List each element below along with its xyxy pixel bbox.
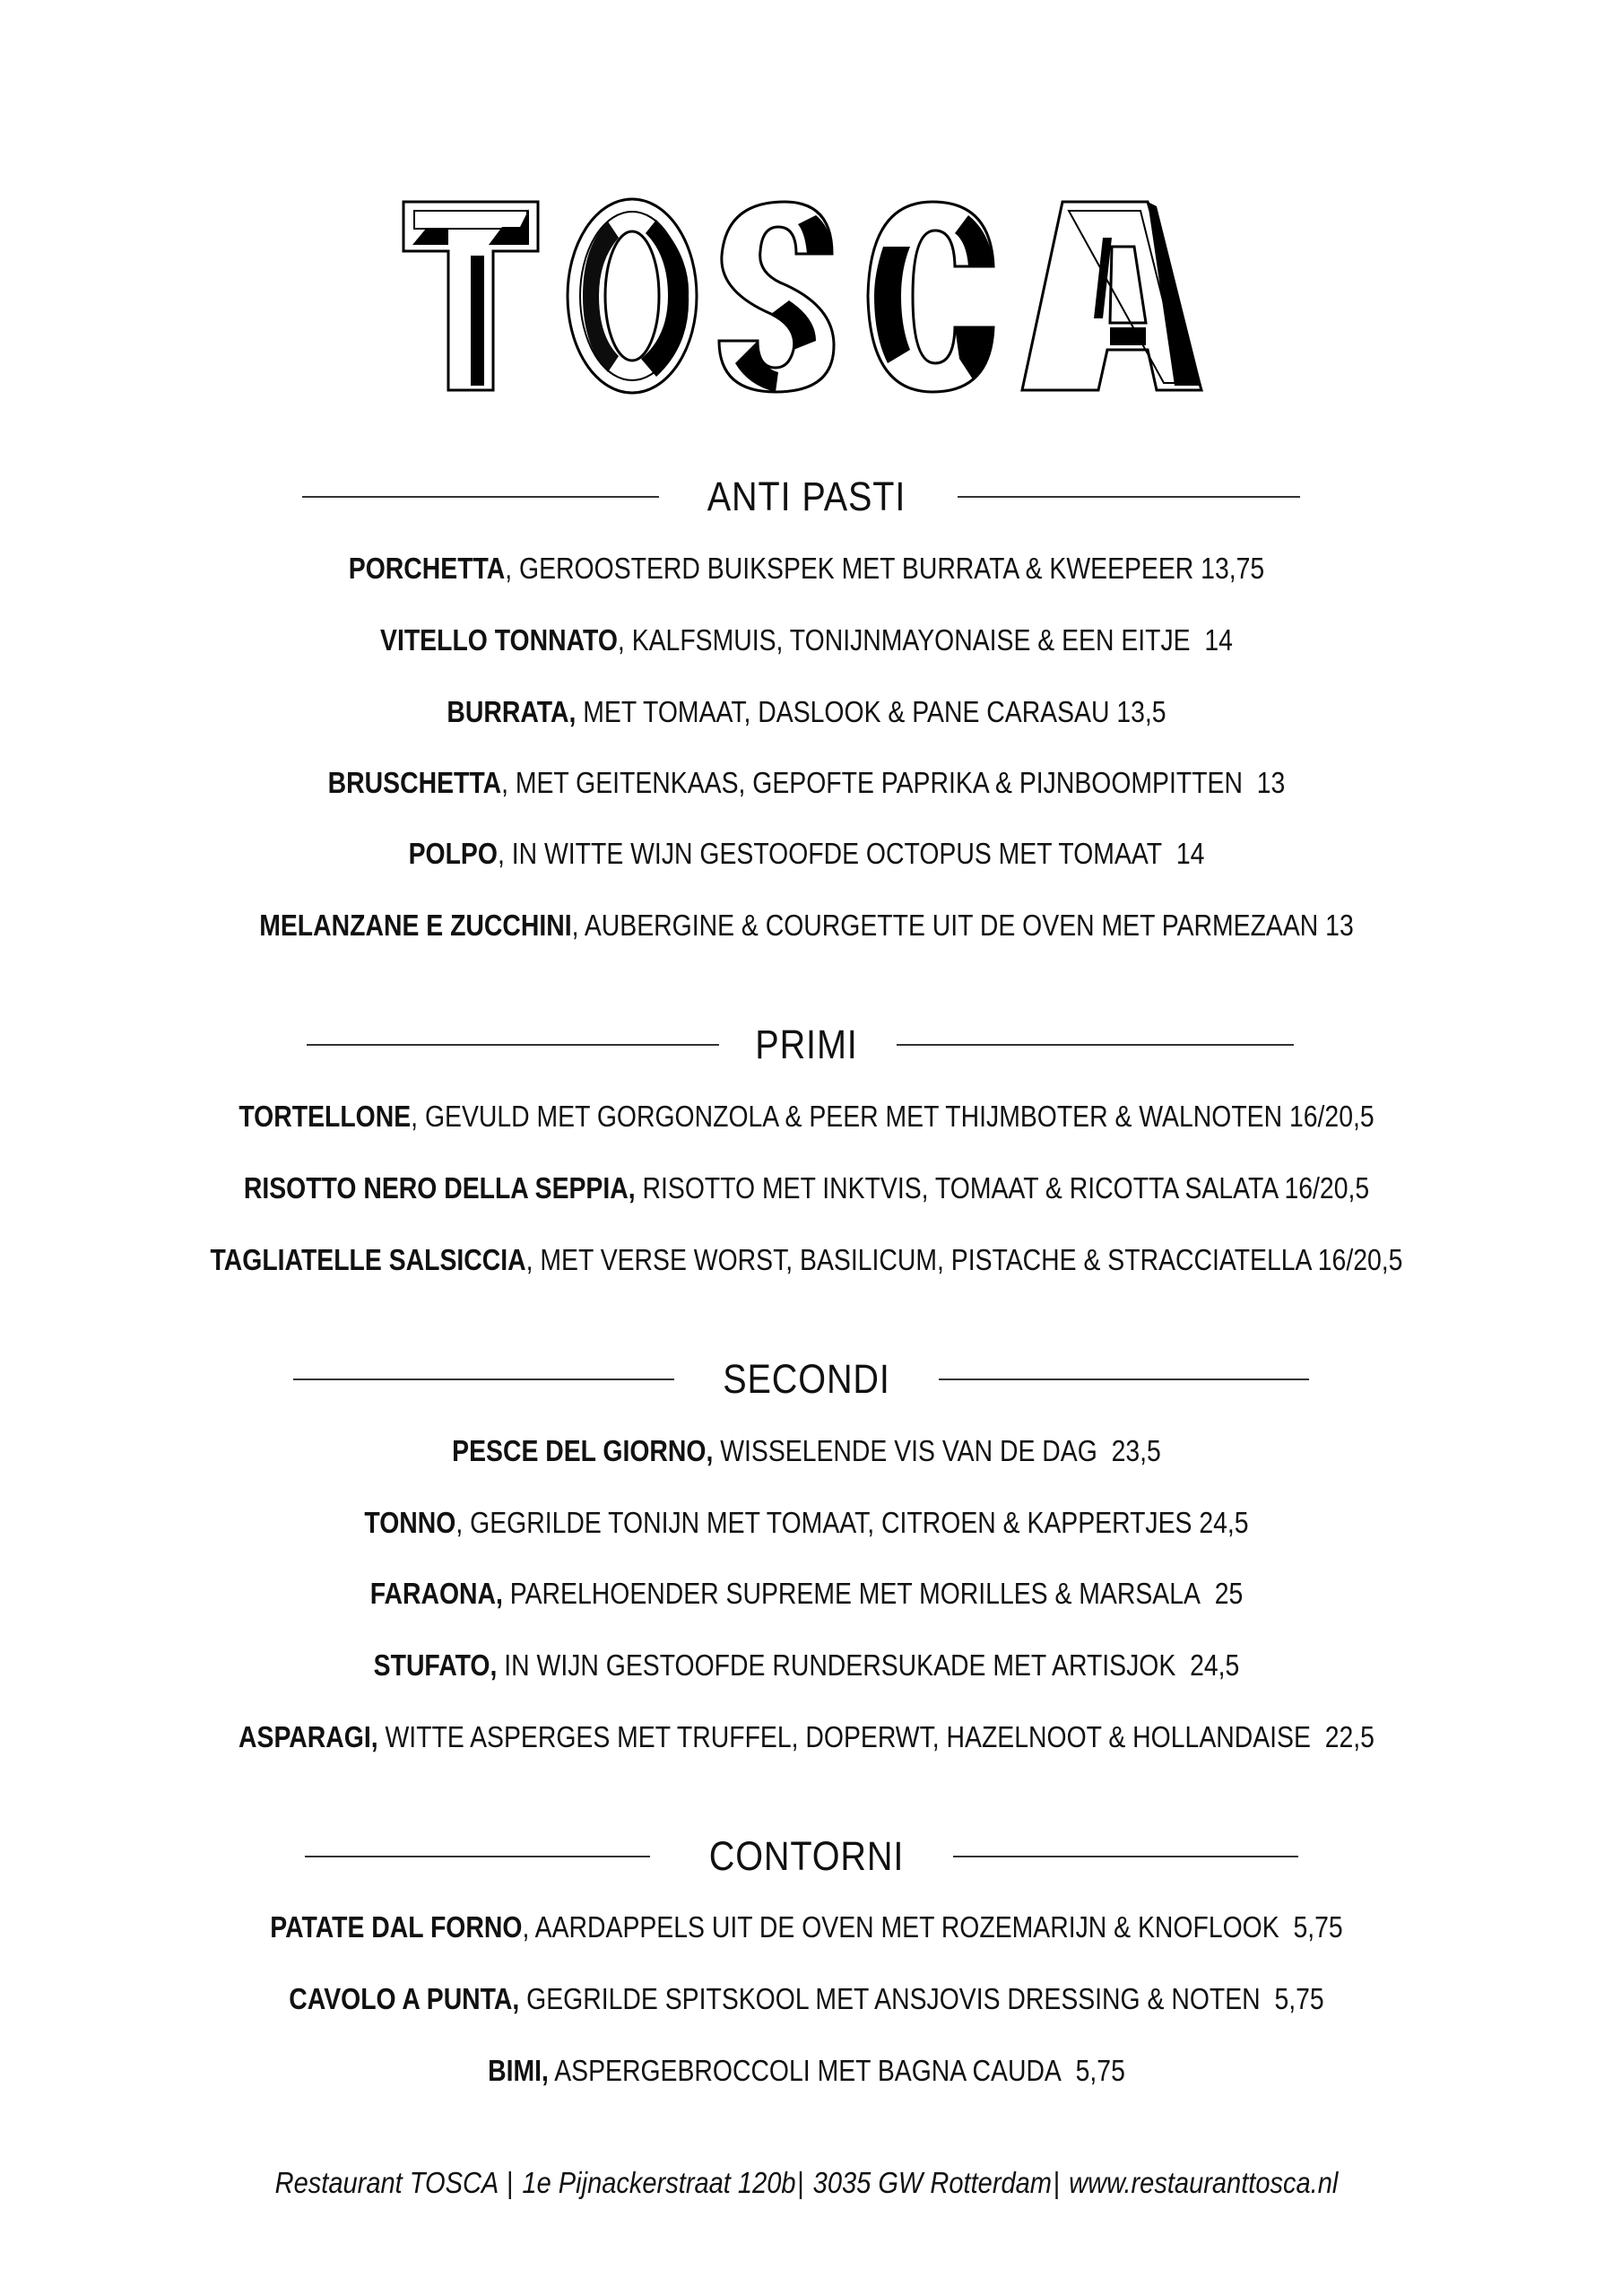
dish-price: 22,5 bbox=[1324, 1720, 1375, 1753]
footer-separator: | bbox=[507, 2166, 514, 2199]
menu-item: TORTELLONE, GEVULD MET GORGONZOLA & PEER MET THIJMBOTER & WALNOTEN 16/20,5 bbox=[238, 1100, 1375, 1133]
dish-price: 16/20,5 bbox=[1288, 1100, 1375, 1133]
dish-description: PARELHOENDER SUPREME MET MORILLES & MARSALA bbox=[502, 1577, 1201, 1610]
dish-name: BRUSCHETTA bbox=[327, 766, 502, 799]
dish-description: WISSELENDE VIS VAN DE DAG bbox=[713, 1434, 1097, 1467]
dish-description: MET GEITENKAAS, GEPOFTE PAPRIKA & PIJNBOOMPITTEN bbox=[507, 766, 1243, 799]
dish-price: 25 bbox=[1214, 1577, 1244, 1610]
dish-price: 23,5 bbox=[1111, 1434, 1161, 1467]
dish-description: ASPERGEBROCCOLI MET BAGNA CAUDA bbox=[548, 2054, 1062, 2087]
menu-item bbox=[113, 1574, 1500, 1613]
dish-name: CAVOLO A PUNTA, bbox=[289, 1982, 520, 2015]
menu-item bbox=[113, 1646, 1500, 1685]
section-heading-secondi bbox=[0, 1352, 1613, 1406]
dish-name: STUFATO, bbox=[373, 1648, 498, 1682]
menu-item: TAGLIATELLE SALSICCIA, MET VERSE WORST, BASILICUM, PISTACHE & STRACCIATELLA 16/20,5 bbox=[210, 1243, 1403, 1276]
divider-right bbox=[958, 496, 1300, 498]
divider-right bbox=[939, 1378, 1309, 1380]
dish-name: TAGLIATELLE SALSICCIA bbox=[210, 1243, 526, 1276]
menu-item: MELANZANE E ZUCCHINI, AUBERGINE & COURGETTE UIT DE OVEN MET PARMEZAAN 13 bbox=[259, 909, 1354, 942]
menu-item bbox=[113, 2051, 1500, 2091]
dish-price: 14 bbox=[1175, 837, 1205, 870]
dish-name: ASPARAGI, bbox=[238, 1720, 378, 1753]
dish-name: VITELLO TONNATO bbox=[380, 623, 618, 657]
dish-description: RISOTTO MET INKTVIS, TOMAAT & RICOTTA SALATA bbox=[635, 1171, 1278, 1205]
dish-description: GEROOSTERD BUIKSPEK MET BURRATA & KWEEPEER bbox=[512, 552, 1194, 585]
section-heading-contorni bbox=[0, 1830, 1613, 1883]
footer-city: 3035 GW Rotterdam bbox=[812, 2166, 1052, 2199]
dish-price: 5,75 bbox=[1274, 1982, 1324, 2015]
dish-price: 13,5 bbox=[1116, 695, 1166, 728]
dish-price: 16/20,5 bbox=[1284, 1171, 1370, 1205]
footer-street: 1e Pijnackerstraat 120b bbox=[522, 2166, 796, 2199]
section-title: SECONDI bbox=[723, 1356, 890, 1402]
divider-right bbox=[897, 1044, 1294, 1046]
dish-name: POLPO bbox=[408, 837, 498, 870]
dish-description: IN WITTE WIJN GESTOOFDE OCTOPUS MET TOMAAT bbox=[504, 837, 1163, 870]
dish-price: 13 bbox=[1325, 909, 1354, 942]
menu-item bbox=[113, 1431, 1500, 1471]
dish-price: 13 bbox=[1256, 766, 1286, 799]
dish-description: AARDAPPELS UIT DE OVEN MET ROZEMARIJN & KNOFLOOK bbox=[529, 1910, 1279, 1944]
dish-description: MET VERSE WORST, BASILICUM, PISTACHE & STRACCIATELLA bbox=[533, 1243, 1311, 1276]
menu-item: PATATE DAL FORNO, AARDAPPELS UIT DE OVEN MET ROZEMARIJN & KNOFLOOK 5,75 bbox=[270, 1910, 1343, 1944]
dish-description: WITTE ASPERGES MET TRUFFEL, DOPERWT, HAZELNOOT & HOLLANDAISE bbox=[377, 1720, 1311, 1753]
footer-restaurant-name: Restaurant TOSCA bbox=[274, 2166, 499, 2199]
menu-item: BRUSCHETTA, MET GEITENKAAS, GEPOFTE PAPRIKA & PIJNBOOMPITTEN 13 bbox=[327, 766, 1286, 799]
menu-item bbox=[113, 1979, 1500, 2019]
dish-name: PORCHETTA bbox=[348, 552, 506, 585]
dish-price: 5,75 bbox=[1293, 1910, 1343, 1944]
dish-price: 14 bbox=[1204, 623, 1233, 657]
section-title: ANTI PASTI bbox=[707, 474, 906, 519]
footer-separator: | bbox=[1053, 2166, 1061, 2199]
dish-name: FARAONA, bbox=[369, 1577, 503, 1610]
section-heading-anti-pasti bbox=[0, 470, 1613, 524]
dish-name: PATATE DAL FORNO bbox=[270, 1910, 523, 1944]
dish-name: BIMI, bbox=[488, 2054, 549, 2087]
tosca-logo-icon bbox=[395, 184, 1219, 399]
menu-item: POLPO, IN WITTE WIJN GESTOOFDE OCTOPUS MET TOMAAT 14 bbox=[408, 837, 1205, 870]
footer-website-link[interactable]: www.restauranttosca.nl bbox=[1069, 2166, 1339, 2199]
dish-description: KALFSMUIS, TONIJNMAYONAISE & EEN EITJE bbox=[624, 623, 1191, 657]
dish-name: MELANZANE E ZUCCHINI bbox=[259, 909, 572, 942]
dish-description: GEVULD MET GORGONZOLA & PEER MET THIJMBOTER & WALNOTEN bbox=[418, 1100, 1283, 1133]
dish-description: AUBERGINE & COURGETTE UIT DE OVEN MET PARMEZAAN bbox=[578, 909, 1319, 942]
section-heading-primi bbox=[0, 1018, 1613, 1072]
dish-name: RISOTTO NERO DELLA SEPPIA, bbox=[243, 1171, 636, 1205]
dish-price: 24,5 bbox=[1190, 1648, 1240, 1682]
dish-description: IN WIJN GESTOOFDE RUNDERSUKADE MET ARTISJOK bbox=[497, 1648, 1176, 1682]
menu-item bbox=[113, 1169, 1500, 1208]
menu-item: TONNO, GEGRILDE TONIJN MET TOMAAT, CITROEN & KAPPERTJES 24,5 bbox=[364, 1506, 1249, 1539]
dish-name: TONNO bbox=[364, 1506, 456, 1539]
footer-separator: | bbox=[797, 2166, 804, 2199]
section-title: CONTORNI bbox=[708, 1833, 905, 1879]
dish-name: PESCE DEL GIORNO, bbox=[452, 1434, 714, 1467]
dish-name: TORTELLONE bbox=[238, 1100, 412, 1133]
dish-description: GEGRILDE SPITSKOOL MET ANSJOVIS DRESSING & NOTEN bbox=[519, 1982, 1261, 2015]
dish-description: MET TOMAAT, DASLOOK & PANE CARASAU bbox=[576, 695, 1110, 728]
menu-item bbox=[113, 692, 1500, 732]
menu-item: PORCHETTA, GEROOSTERD BUIKSPEK MET BURRATA & KWEEPEER 13,75 bbox=[348, 552, 1265, 585]
dish-price: 13,75 bbox=[1201, 552, 1265, 585]
footer-address bbox=[97, 2163, 1516, 2203]
section-title: PRIMI bbox=[755, 1022, 858, 1067]
menu-item bbox=[113, 1718, 1500, 1757]
menu-item: VITELLO TONNATO, KALFSMUIS, TONIJNMAYONAISE & EEN EITJE 14 bbox=[380, 623, 1233, 657]
dish-name: BURRATA, bbox=[447, 695, 577, 728]
dish-price: 5,75 bbox=[1075, 2054, 1125, 2087]
dish-price: 16/20,5 bbox=[1317, 1243, 1403, 1276]
divider-right bbox=[953, 1856, 1298, 1857]
dish-price: 24,5 bbox=[1199, 1506, 1249, 1539]
dish-description: GEGRILDE TONIJN MET TOMAAT, CITROEN & KAPPERTJES bbox=[463, 1506, 1192, 1539]
